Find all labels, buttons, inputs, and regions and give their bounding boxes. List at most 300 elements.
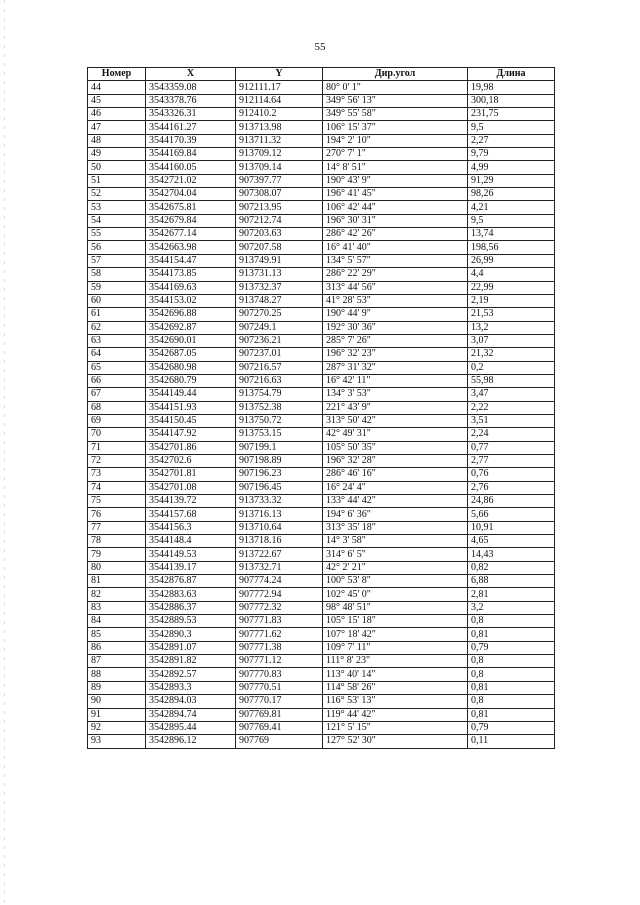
cell-direction-angle: 113° 40' 14"	[323, 668, 468, 681]
cell-direction-angle: 127° 52' 30"	[323, 735, 468, 748]
cell-length: 0,11	[468, 735, 555, 748]
cell-number: 92	[88, 721, 146, 734]
cell-direction-angle: 196° 30' 31"	[323, 214, 468, 227]
table-row	[88, 735, 555, 748]
cell-x: 3542891.07	[146, 641, 236, 654]
cell-direction-angle: 106° 15' 37"	[323, 121, 468, 134]
cell-number: 89	[88, 681, 146, 694]
cell-y: 912111.17	[236, 81, 323, 94]
cell-length: 21,32	[468, 348, 555, 361]
cell-length: 98,26	[468, 188, 555, 201]
cell-direction-angle: 196° 41' 45"	[323, 188, 468, 201]
cell-direction-angle: 106° 42' 44"	[323, 201, 468, 214]
cell-x: 3542890.3	[146, 628, 236, 641]
cell-x: 3542894.03	[146, 695, 236, 708]
table-row	[88, 241, 555, 254]
cell-x: 3542696.88	[146, 308, 236, 321]
cell-direction-angle: 221° 43' 9"	[323, 401, 468, 414]
cell-length: 2,22	[468, 401, 555, 414]
cell-number: 50	[88, 161, 146, 174]
table-row	[88, 94, 555, 107]
cell-length: 0,8	[468, 668, 555, 681]
cell-direction-angle: 286° 22' 29"	[323, 268, 468, 281]
cell-number: 81	[88, 575, 146, 588]
cell-y: 913713.98	[236, 121, 323, 134]
cell-number: 53	[88, 201, 146, 214]
table-row	[88, 174, 555, 187]
cell-direction-angle: 105° 15' 18"	[323, 615, 468, 628]
table-row	[88, 374, 555, 387]
cell-number: 55	[88, 228, 146, 241]
table-row	[88, 628, 555, 641]
cell-number: 78	[88, 535, 146, 548]
page-number: 55	[314, 41, 326, 53]
cell-length: 6,88	[468, 575, 555, 588]
cell-number: 84	[88, 615, 146, 628]
table-row	[88, 535, 555, 548]
cell-length: 0,8	[468, 655, 555, 668]
cell-direction-angle: 109° 7' 11"	[323, 641, 468, 654]
cell-x: 3544156.3	[146, 521, 236, 534]
cell-direction-angle: 121° 5' 15"	[323, 721, 468, 734]
cell-x: 3542721.02	[146, 174, 236, 187]
cell-direction-angle: 41° 28' 53"	[323, 294, 468, 307]
table-row	[88, 281, 555, 294]
table-row	[88, 641, 555, 654]
cell-direction-angle: 314° 6' 5"	[323, 548, 468, 561]
cell-y: 913753.15	[236, 428, 323, 441]
table-row	[88, 561, 555, 574]
cell-number: 64	[88, 348, 146, 361]
cell-x: 3544139.72	[146, 495, 236, 508]
cell-x: 3544139.17	[146, 561, 236, 574]
cell-x: 3544161.27	[146, 121, 236, 134]
table-row	[88, 134, 555, 147]
cell-x: 3542893.3	[146, 681, 236, 694]
cell-length: 24,86	[468, 495, 555, 508]
cell-direction-angle: 285° 7' 26"	[323, 334, 468, 347]
table-row	[88, 108, 555, 121]
table-header-row	[88, 68, 555, 81]
cell-direction-angle: 349° 56' 13"	[323, 94, 468, 107]
cell-direction-angle: 313° 44' 56"	[323, 281, 468, 294]
cell-length: 26,99	[468, 254, 555, 267]
cell-x: 3544169.63	[146, 281, 236, 294]
cell-x: 3544153.02	[146, 294, 236, 307]
table-row	[88, 508, 555, 521]
cell-y: 907237.01	[236, 348, 323, 361]
cell-x: 3542886.37	[146, 601, 236, 614]
table-row	[88, 228, 555, 241]
cell-number: 79	[88, 548, 146, 561]
cell-x: 3542680.98	[146, 361, 236, 374]
cell-length: 0,76	[468, 468, 555, 481]
cell-number: 67	[88, 388, 146, 401]
cell-y: 907236.21	[236, 334, 323, 347]
cell-y: 912114.64	[236, 94, 323, 107]
cell-length: 0,81	[468, 708, 555, 721]
table-row	[88, 428, 555, 441]
table-row	[88, 121, 555, 134]
cell-number: 76	[88, 508, 146, 521]
cell-direction-angle: 119° 44' 42"	[323, 708, 468, 721]
table-row	[88, 268, 555, 281]
cell-x: 3542687.05	[146, 348, 236, 361]
cell-x: 3543378.76	[146, 94, 236, 107]
cell-length: 231,75	[468, 108, 555, 121]
cell-number: 77	[88, 521, 146, 534]
cell-direction-angle: 286° 42' 26"	[323, 228, 468, 241]
cell-x: 3542677.14	[146, 228, 236, 241]
cell-number: 75	[88, 495, 146, 508]
cell-y: 907199.1	[236, 441, 323, 454]
cell-direction-angle: 194° 2' 10"	[323, 134, 468, 147]
table-row	[88, 655, 555, 668]
cell-y: 907207.58	[236, 241, 323, 254]
cell-x: 3542895.44	[146, 721, 236, 734]
cell-x: 3544151.93	[146, 401, 236, 414]
cell-y: 907196.23	[236, 468, 323, 481]
cell-number: 93	[88, 735, 146, 748]
cell-y: 913731.13	[236, 268, 323, 281]
cell-number: 74	[88, 481, 146, 494]
cell-length: 9,5	[468, 214, 555, 227]
cell-length: 0,82	[468, 561, 555, 574]
cell-number: 60	[88, 294, 146, 307]
cell-direction-angle: 16° 24' 4"	[323, 481, 468, 494]
cell-length: 0,8	[468, 695, 555, 708]
cell-x: 3542701.08	[146, 481, 236, 494]
cell-x: 3542702.6	[146, 454, 236, 467]
cell-y: 913752.38	[236, 401, 323, 414]
cell-length: 0,81	[468, 628, 555, 641]
cell-length: 198,56	[468, 241, 555, 254]
cell-y: 913732.71	[236, 561, 323, 574]
cell-x: 3544173.85	[146, 268, 236, 281]
cell-number: 83	[88, 601, 146, 614]
cell-direction-angle: 16° 42' 11"	[323, 374, 468, 387]
cell-x: 3542675.81	[146, 201, 236, 214]
cell-number: 73	[88, 468, 146, 481]
table-row	[88, 521, 555, 534]
cell-direction-angle: 107° 18' 42"	[323, 628, 468, 641]
cell-x: 3542690.01	[146, 334, 236, 347]
header-number: Номер	[88, 68, 146, 81]
cell-length: 14,43	[468, 548, 555, 561]
cell-length: 55,98	[468, 374, 555, 387]
cell-direction-angle: 349° 55' 58"	[323, 108, 468, 121]
cell-x: 3544169.84	[146, 148, 236, 161]
cell-direction-angle: 190° 43' 9"	[323, 174, 468, 187]
cell-x: 3542701.86	[146, 441, 236, 454]
cell-number: 58	[88, 268, 146, 281]
cell-length: 10,91	[468, 521, 555, 534]
cell-x: 3542704.04	[146, 188, 236, 201]
cell-y: 907203.63	[236, 228, 323, 241]
cell-direction-angle: 98° 48' 51"	[323, 601, 468, 614]
cell-x: 3542701.81	[146, 468, 236, 481]
cell-y: 913750.72	[236, 414, 323, 427]
table-row	[88, 548, 555, 561]
cell-y: 913709.14	[236, 161, 323, 174]
cell-direction-angle: 80° 0' 1"	[323, 81, 468, 94]
cell-length: 2,19	[468, 294, 555, 307]
table-row	[88, 308, 555, 321]
cell-length: 9,5	[468, 121, 555, 134]
cell-y: 913718.16	[236, 535, 323, 548]
table-row	[88, 441, 555, 454]
header-direction-angle: Дир.угол	[323, 68, 468, 81]
table-row	[88, 294, 555, 307]
cell-direction-angle: 196° 32' 28"	[323, 454, 468, 467]
cell-direction-angle: 287° 31' 32"	[323, 361, 468, 374]
cell-number: 51	[88, 174, 146, 187]
cell-number: 88	[88, 668, 146, 681]
cell-x: 3544149.53	[146, 548, 236, 561]
header-y: Y	[236, 68, 323, 81]
cell-x: 3542679.84	[146, 214, 236, 227]
cell-length: 3,07	[468, 334, 555, 347]
cell-direction-angle: 16° 41' 40"	[323, 241, 468, 254]
cell-number: 68	[88, 401, 146, 414]
cell-length: 300,18	[468, 94, 555, 107]
cell-length: 4,21	[468, 201, 555, 214]
cell-length: 13,74	[468, 228, 555, 241]
table-row	[88, 414, 555, 427]
cell-number: 87	[88, 655, 146, 668]
cell-number: 69	[88, 414, 146, 427]
table-row	[88, 201, 555, 214]
cell-y: 907308.07	[236, 188, 323, 201]
table-row	[88, 334, 555, 347]
cell-number: 66	[88, 374, 146, 387]
cell-x: 3544148.4	[146, 535, 236, 548]
cell-number: 49	[88, 148, 146, 161]
cell-number: 57	[88, 254, 146, 267]
cell-direction-angle: 100° 53' 8"	[323, 575, 468, 588]
cell-y: 913732.37	[236, 281, 323, 294]
cell-y: 913711.32	[236, 134, 323, 147]
cell-y: 913733.32	[236, 495, 323, 508]
table-row	[88, 321, 555, 334]
cell-y: 912410.2	[236, 108, 323, 121]
table-row	[88, 388, 555, 401]
cell-length: 0,2	[468, 361, 555, 374]
cell-x: 3542883.63	[146, 588, 236, 601]
cell-number: 65	[88, 361, 146, 374]
cell-direction-angle: 313° 50' 42"	[323, 414, 468, 427]
cell-number: 48	[88, 134, 146, 147]
cell-direction-angle: 114° 58' 26"	[323, 681, 468, 694]
cell-number: 70	[88, 428, 146, 441]
cell-x: 3542892.57	[146, 668, 236, 681]
cell-y: 907771.83	[236, 615, 323, 628]
cell-y: 907198.89	[236, 454, 323, 467]
cell-length: 4,65	[468, 535, 555, 548]
cell-number: 46	[88, 108, 146, 121]
cell-length: 9,79	[468, 148, 555, 161]
cell-y: 907216.57	[236, 361, 323, 374]
cell-number: 91	[88, 708, 146, 721]
cell-number: 80	[88, 561, 146, 574]
cell-direction-angle: 42° 2' 21"	[323, 561, 468, 574]
cell-number: 72	[88, 454, 146, 467]
cell-length: 91,29	[468, 174, 555, 187]
cell-direction-angle: 133° 44' 42"	[323, 495, 468, 508]
cell-y: 913716.13	[236, 508, 323, 521]
cell-y: 913709.12	[236, 148, 323, 161]
cell-number: 90	[88, 695, 146, 708]
cell-y: 913722.67	[236, 548, 323, 561]
cell-number: 45	[88, 94, 146, 107]
cell-y: 907772.32	[236, 601, 323, 614]
cell-number: 82	[88, 588, 146, 601]
cell-x: 3544170.39	[146, 134, 236, 147]
cell-y: 907770.17	[236, 695, 323, 708]
table-row	[88, 148, 555, 161]
cell-length: 19,98	[468, 81, 555, 94]
cell-y: 907249.1	[236, 321, 323, 334]
cell-y: 907774.24	[236, 575, 323, 588]
cell-y: 907270.25	[236, 308, 323, 321]
cell-length: 3,2	[468, 601, 555, 614]
cell-number: 61	[88, 308, 146, 321]
cell-x: 3542896.12	[146, 735, 236, 748]
cell-length: 4,99	[468, 161, 555, 174]
table-row	[88, 348, 555, 361]
cell-x: 3543359.08	[146, 81, 236, 94]
cell-x: 3542692.87	[146, 321, 236, 334]
cell-direction-angle: 286° 46' 16"	[323, 468, 468, 481]
cell-y: 907213.95	[236, 201, 323, 214]
cell-length: 2,27	[468, 134, 555, 147]
cell-length: 22,99	[468, 281, 555, 294]
table-row	[88, 254, 555, 267]
cell-length: 0,79	[468, 641, 555, 654]
cell-y: 907216.63	[236, 374, 323, 387]
table-row	[88, 161, 555, 174]
cell-x: 3542894.74	[146, 708, 236, 721]
cell-length: 2,81	[468, 588, 555, 601]
cell-y: 913754.79	[236, 388, 323, 401]
coordinates-table	[87, 67, 555, 749]
table-row	[88, 361, 555, 374]
cell-y: 907769.41	[236, 721, 323, 734]
cell-y: 907771.12	[236, 655, 323, 668]
cell-direction-angle: 111° 8' 23"	[323, 655, 468, 668]
cell-length: 4,4	[468, 268, 555, 281]
table-row	[88, 708, 555, 721]
cell-number: 56	[88, 241, 146, 254]
cell-length: 2,76	[468, 481, 555, 494]
cell-y: 907772.94	[236, 588, 323, 601]
table-row	[88, 615, 555, 628]
cell-length: 21,53	[468, 308, 555, 321]
cell-y: 907771.62	[236, 628, 323, 641]
cell-y: 907196.45	[236, 481, 323, 494]
cell-x: 3542680.79	[146, 374, 236, 387]
cell-direction-angle: 192° 30' 36"	[323, 321, 468, 334]
cell-length: 2,77	[468, 454, 555, 467]
cell-direction-angle: 194° 6' 36"	[323, 508, 468, 521]
cell-length: 2,24	[468, 428, 555, 441]
table-row	[88, 681, 555, 694]
cell-length: 0,81	[468, 681, 555, 694]
cell-direction-angle: 42° 49' 31"	[323, 428, 468, 441]
cell-direction-angle: 313° 35' 18"	[323, 521, 468, 534]
cell-direction-angle: 270° 7' 1"	[323, 148, 468, 161]
scan-margin-line	[4, 0, 5, 905]
table-row	[88, 401, 555, 414]
table-row	[88, 575, 555, 588]
cell-number: 54	[88, 214, 146, 227]
cell-x: 3542876.87	[146, 575, 236, 588]
cell-y: 907769.81	[236, 708, 323, 721]
cell-number: 86	[88, 641, 146, 654]
table-row	[88, 721, 555, 734]
table-row	[88, 668, 555, 681]
cell-length: 13,2	[468, 321, 555, 334]
cell-direction-angle: 134° 3' 53"	[323, 388, 468, 401]
table-row	[88, 81, 555, 94]
cell-x: 3542889.53	[146, 615, 236, 628]
cell-y: 907770.83	[236, 668, 323, 681]
table-row	[88, 454, 555, 467]
header-length: Длина	[468, 68, 555, 81]
cell-x: 3544157.68	[146, 508, 236, 521]
cell-direction-angle: 190° 44' 9"	[323, 308, 468, 321]
cell-x: 3543326.31	[146, 108, 236, 121]
table-row	[88, 214, 555, 227]
cell-direction-angle: 102° 45' 0"	[323, 588, 468, 601]
cell-direction-angle: 196° 32' 23"	[323, 348, 468, 361]
table-row	[88, 188, 555, 201]
cell-y: 907769	[236, 735, 323, 748]
cell-number: 85	[88, 628, 146, 641]
cell-length: 3,47	[468, 388, 555, 401]
cell-number: 71	[88, 441, 146, 454]
cell-x: 3544150.45	[146, 414, 236, 427]
table-row	[88, 495, 555, 508]
table-row	[88, 588, 555, 601]
cell-length: 0,79	[468, 721, 555, 734]
table-row	[88, 481, 555, 494]
cell-length: 0,77	[468, 441, 555, 454]
cell-y: 913749.91	[236, 254, 323, 267]
cell-number: 62	[88, 321, 146, 334]
cell-y: 913748.27	[236, 294, 323, 307]
cell-y: 907771.38	[236, 641, 323, 654]
table-body	[88, 81, 555, 748]
table-row	[88, 468, 555, 481]
table-row	[88, 601, 555, 614]
cell-x: 3544147.92	[146, 428, 236, 441]
cell-y: 907212.74	[236, 214, 323, 227]
cell-y: 907397.77	[236, 174, 323, 187]
cell-number: 52	[88, 188, 146, 201]
cell-direction-angle: 116° 53' 13"	[323, 695, 468, 708]
cell-direction-angle: 14° 8' 51"	[323, 161, 468, 174]
cell-x: 3544154.47	[146, 254, 236, 267]
cell-direction-angle: 14° 3' 58"	[323, 535, 468, 548]
cell-number: 59	[88, 281, 146, 294]
cell-x: 3544149.44	[146, 388, 236, 401]
cell-direction-angle: 105° 50' 35"	[323, 441, 468, 454]
cell-length: 0,8	[468, 615, 555, 628]
cell-y: 913710.64	[236, 521, 323, 534]
cell-number: 47	[88, 121, 146, 134]
cell-length: 5,66	[468, 508, 555, 521]
